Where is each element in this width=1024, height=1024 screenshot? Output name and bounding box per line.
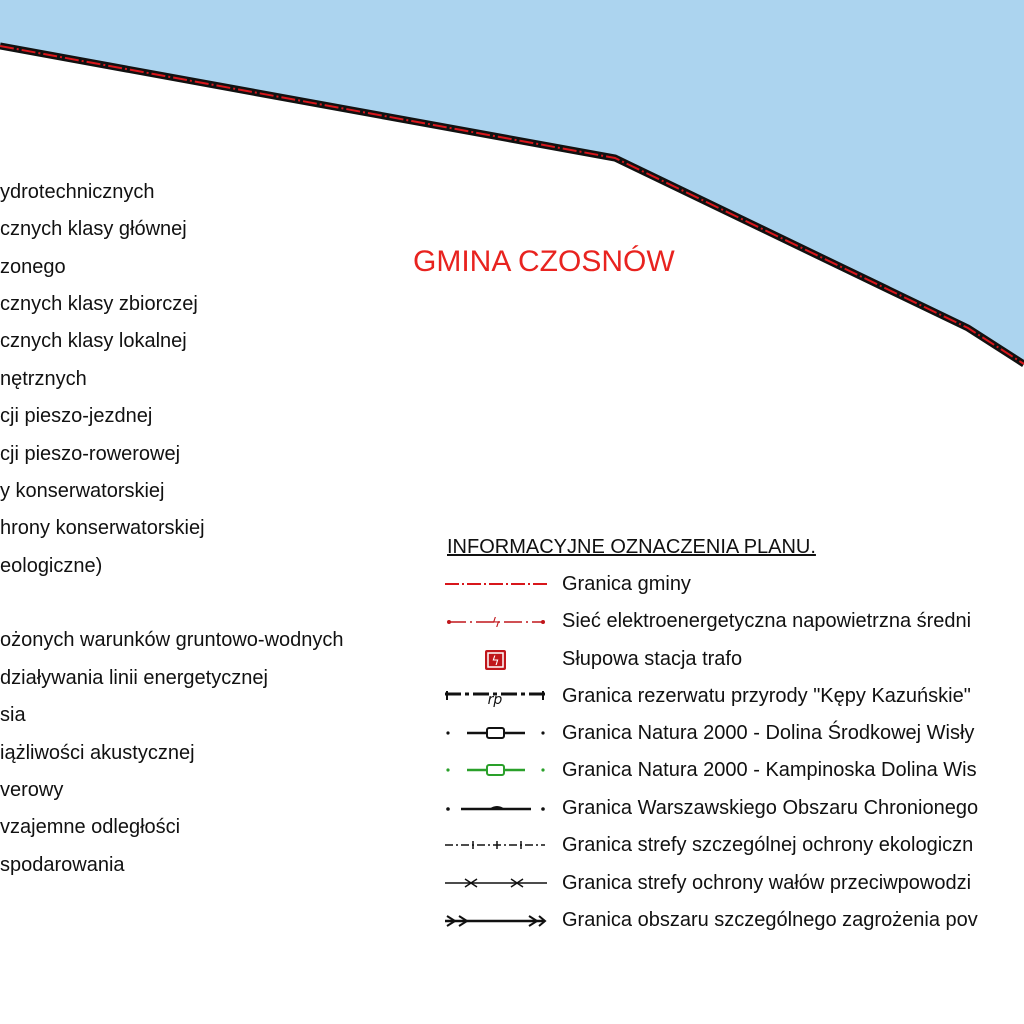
info-legend-row (445, 682, 1024, 712)
info-legend-row (445, 607, 1024, 637)
protected-area-boundary-symbol (445, 794, 547, 824)
info-legend-row (445, 645, 1024, 675)
left-legend-item: działywania linii energetycznej (0, 667, 268, 689)
left-legend-item: cznych klasy głównej (0, 218, 187, 240)
power-line-symbol (445, 607, 547, 637)
natura2000-black-symbol (445, 719, 547, 749)
left-legend (0, 0, 400, 1024)
info-legend-row (445, 756, 1024, 786)
natura2000-green-symbol (445, 756, 547, 786)
info-legend-label: Sieć elektroenergetyczna napowietrzna średni (562, 610, 972, 632)
info-legend-row (445, 906, 1024, 936)
info-legend-label: Granica Warszawskiego Obszaru Chronionego (562, 797, 979, 819)
info-legend-label: Granica obszaru szczególnego zagrożenia pov (562, 909, 978, 931)
left-legend-item: hrony konserwatorskiej (0, 517, 205, 539)
left-legend-item: y konserwatorskiej (0, 480, 165, 502)
svg-text:rp: rp (487, 692, 503, 708)
info-legend-row (445, 570, 1024, 600)
flood-hazard-boundary-symbol (445, 906, 547, 936)
nature-reserve-boundary-symbol (445, 682, 547, 712)
left-legend-item: cji pieszo-jezdnej (0, 405, 153, 427)
info-legend-label: Granica Natura 2000 - Kampinoska Dolina Wis (562, 759, 977, 781)
gmina-label: GMINA CZOSNÓW (413, 245, 675, 278)
info-legend-label: Granica gminy (562, 573, 691, 595)
info-legend-row (445, 794, 1024, 824)
left-legend-item: ydrotechnicznych (0, 181, 155, 203)
left-legend-item: sia (0, 704, 26, 726)
info-legend-label: Słupowa stacja trafo (562, 648, 743, 670)
left-legend-item: vzajemne odległości (0, 816, 181, 838)
info-legend-row (445, 869, 1024, 899)
info-legend-label: Granica strefy ochrony wałów przeciwpowodzi (562, 872, 972, 894)
left-legend-item: cznych klasy lokalnej (0, 330, 187, 352)
info-legend-title: INFORMACYJNE OZNACZENIA PLANU. (447, 536, 816, 558)
info-legend-row (445, 719, 1024, 749)
left-legend-item: cji pieszo-rowerowej (0, 443, 181, 465)
left-legend-item: verowy (0, 779, 64, 801)
left-legend-item: zonego (0, 256, 66, 278)
left-legend-item: cznych klasy zbiorczej (0, 293, 198, 315)
info-legend-label: Granica rezerwatu przyrody "Kępy Kazuńskie" (562, 685, 971, 707)
svg-text:ϟ: ϟ (491, 616, 501, 631)
left-legend-item: ożonych warunków gruntowo-wodnych (0, 629, 344, 651)
left-legend-item: eologiczne) (0, 555, 103, 577)
svg-text:ϟ: ϟ (491, 654, 500, 668)
info-legend-row (445, 831, 1024, 861)
left-legend-item: nętrznych (0, 368, 87, 390)
ecological-zone-boundary-symbol (445, 831, 547, 861)
left-legend-item: spodarowania (0, 854, 125, 876)
transformer-station-symbol (445, 645, 547, 675)
info-legend-label: Granica strefy szczególnej ochrony ekologiczn (562, 834, 974, 856)
gmina-boundary-symbol (445, 570, 547, 600)
info-legend-label: Granica Natura 2000 - Dolina Środkowej Wisły (562, 722, 975, 744)
levee-zone-boundary-symbol (445, 869, 547, 899)
left-legend-item: iążliwości akustycznej (0, 742, 195, 764)
